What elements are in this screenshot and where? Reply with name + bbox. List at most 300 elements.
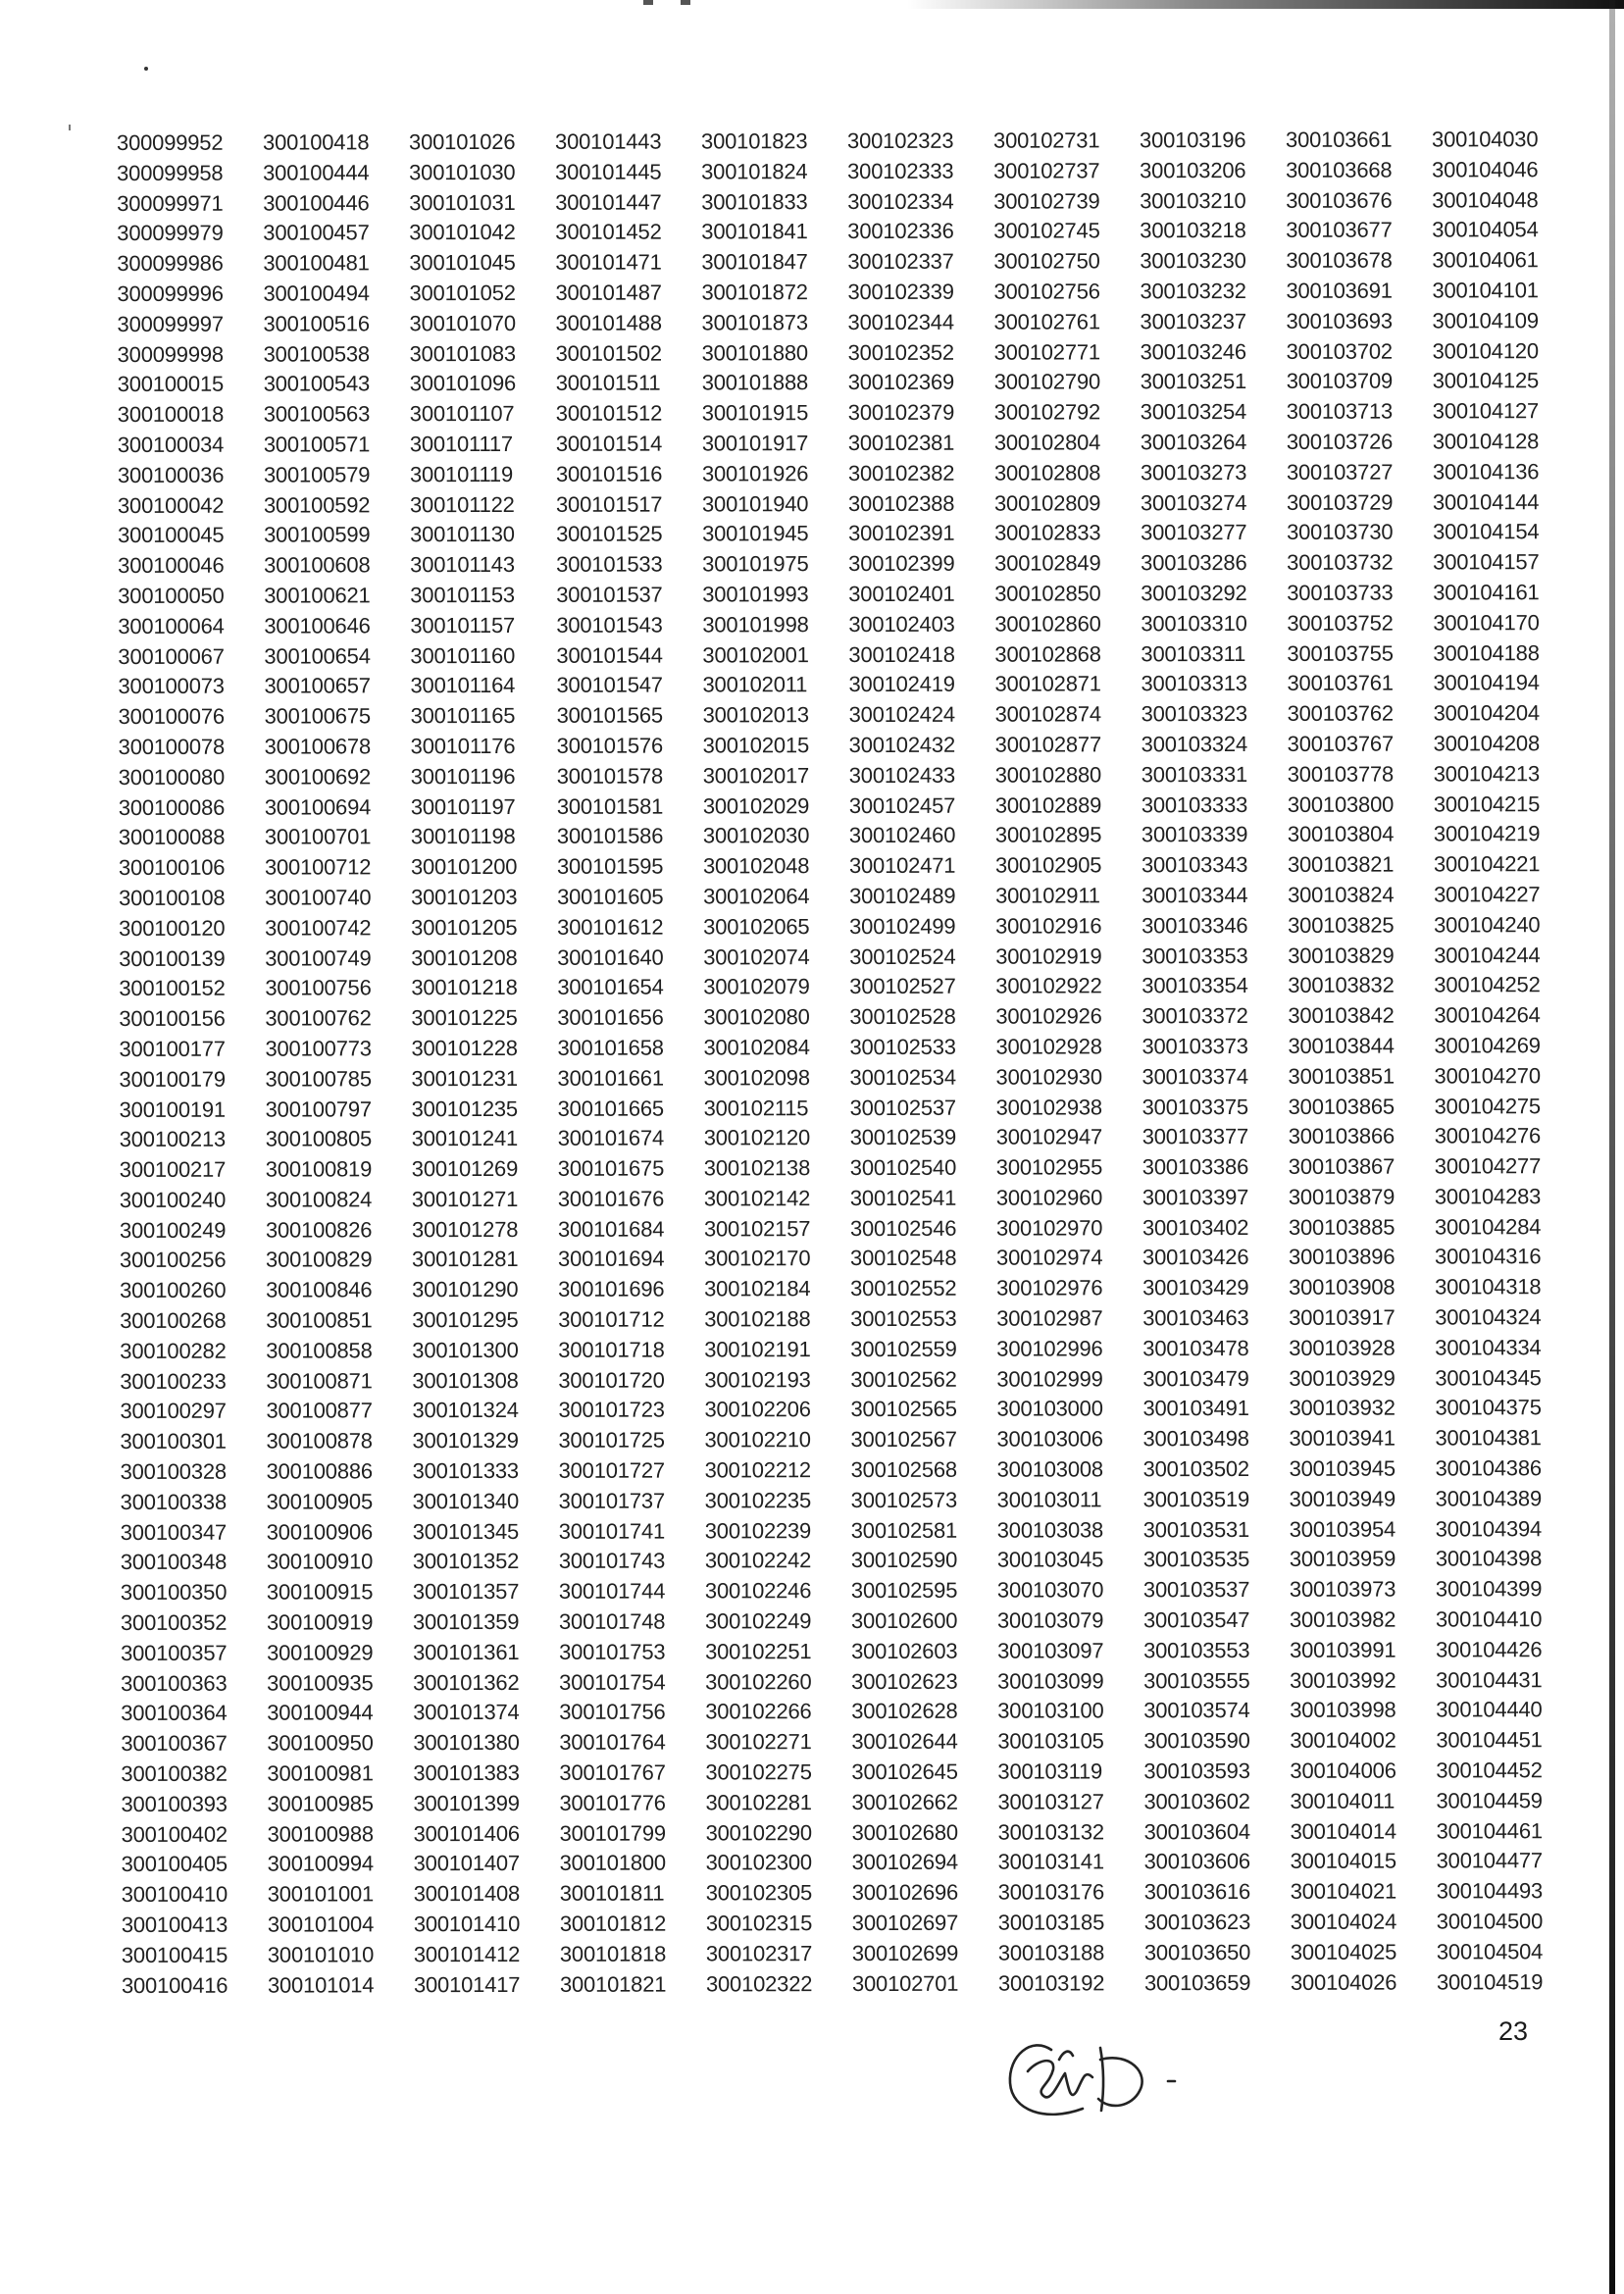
id-number-cell: 300102880 [994, 762, 1102, 788]
id-number-cell: 300102339 [847, 279, 954, 305]
id-number-cell: 300102074 [703, 943, 810, 969]
id-number-cell: 300103973 [1289, 1576, 1396, 1603]
id-number-cell: 300104170 [1433, 609, 1540, 636]
id-number-cell: 300103353 [1142, 943, 1248, 968]
id-number-cell: 300100444 [263, 160, 370, 185]
id-number-cell: 300101640 [557, 944, 664, 970]
id-number-cell: 300103374 [1142, 1063, 1248, 1089]
id-number-cell: 300104006 [1290, 1758, 1396, 1783]
id-number-cell: 300101235 [411, 1096, 518, 1121]
id-number-cell: 300100712 [264, 854, 372, 880]
id-number-cell: 300101443 [555, 128, 662, 154]
id-number-cell: 300104244 [1434, 942, 1541, 968]
id-number-cell: 300101993 [702, 582, 809, 607]
id-number-cell: 300103865 [1288, 1094, 1395, 1119]
id-number-cell: 300100213 [119, 1127, 227, 1152]
id-number-cell: 300102600 [850, 1607, 958, 1634]
id-number-cell: 300103274 [1140, 489, 1247, 515]
id-number-cell: 300102188 [704, 1306, 811, 1332]
id-number-cell: 300100878 [266, 1428, 373, 1453]
id-number-cell: 300101581 [556, 793, 664, 819]
id-number-cell: 300101533 [556, 551, 663, 577]
id-number-cell: 300102905 [994, 852, 1102, 878]
id-number-cell: 300100571 [263, 432, 371, 457]
id-number-cell: 300104334 [1435, 1335, 1542, 1360]
id-number-cell: 300099996 [117, 280, 224, 306]
id-number-cell: 300104500 [1436, 1909, 1544, 1934]
id-number-cell: 300103851 [1288, 1063, 1395, 1089]
id-number-cell: 300104054 [1432, 217, 1539, 242]
id-number-cell: 300103778 [1287, 761, 1395, 787]
id-number-cell: 300103254 [1140, 399, 1247, 425]
id-number-cell: 300101578 [556, 763, 664, 789]
id-number-cell: 300104002 [1290, 1727, 1396, 1754]
scan-top-mark [681, 0, 690, 5]
id-number-cell: 300103310 [1141, 610, 1247, 637]
id-number-cell: 300102868 [994, 640, 1101, 667]
id-number-cell: 300104136 [1432, 458, 1540, 484]
id-number-cell: 300103829 [1288, 943, 1395, 968]
id-number-cell: 300100046 [118, 552, 225, 579]
id-number-cell: 300101412 [413, 1941, 521, 1967]
id-number-cell: 300102553 [850, 1305, 957, 1332]
id-number-cell: 300104440 [1436, 1697, 1543, 1722]
id-number-cell: 300103127 [997, 1789, 1104, 1814]
id-number-cell: 300100156 [119, 1005, 226, 1032]
id-number-cell: 300101278 [411, 1216, 519, 1242]
id-number-cell: 300102590 [850, 1548, 958, 1573]
id-number-cell: 300103941 [1289, 1425, 1396, 1452]
id-number-cell: 300104519 [1436, 1968, 1544, 1995]
id-number-cell: 300103210 [1140, 187, 1246, 213]
id-number-cell: 300102974 [995, 1245, 1103, 1271]
id-number-cell: 300102987 [996, 1305, 1103, 1331]
id-number-cell: 300100282 [120, 1338, 227, 1363]
id-number-cell: 300100179 [119, 1066, 226, 1092]
id-number-cell: 300101712 [558, 1306, 665, 1332]
id-number-cell: 300100826 [265, 1217, 373, 1243]
id-number-cell: 300100563 [263, 401, 371, 427]
id-number-cell: 300103011 [996, 1487, 1102, 1512]
id-number-cell: 300103277 [1141, 520, 1247, 545]
id-number-cell: 300102029 [702, 792, 810, 818]
id-number-cell: 300101605 [557, 884, 664, 909]
id-number-cell: 300103286 [1141, 550, 1247, 576]
id-number-cell: 300101014 [267, 1971, 375, 1998]
id-number-cell: 300103676 [1286, 187, 1393, 213]
id-number-cell: 300100608 [264, 552, 371, 578]
id-number-cell: 300103879 [1288, 1184, 1396, 1209]
id-number-cell: 300102534 [849, 1064, 956, 1090]
id-number-cell: 300104227 [1434, 882, 1541, 907]
id-number-cell: 300102457 [848, 792, 956, 818]
id-number-cell: 300103045 [996, 1547, 1104, 1573]
id-number-cell: 300102281 [705, 1789, 812, 1815]
id-number-cell: 300102922 [995, 973, 1102, 998]
id-number-cell: 300101160 [410, 642, 516, 668]
id-number-cell: 300102552 [850, 1276, 957, 1301]
id-number-cell: 300100347 [120, 1519, 228, 1545]
id-number-cell: 300103479 [1142, 1365, 1249, 1391]
id-number-cell: 300103251 [1140, 369, 1247, 394]
id-number-cell: 300101514 [555, 431, 663, 456]
id-number-cell: 300101203 [411, 884, 518, 910]
id-number-cell: 300100858 [266, 1338, 373, 1363]
id-number-cell: 300100935 [267, 1669, 374, 1696]
id-number-cell: 300101684 [557, 1216, 665, 1242]
id-number-cell: 300100919 [266, 1609, 374, 1635]
id-number-cell: 300102850 [994, 581, 1101, 606]
id-number-cell: 300102919 [995, 943, 1102, 969]
id-number-cell: 300103982 [1289, 1606, 1396, 1632]
id-number-cell: 300102699 [851, 1940, 959, 1965]
id-number-cell: 300101205 [411, 914, 518, 940]
id-number-cell: 300103531 [1142, 1516, 1250, 1542]
id-number-cell: 300100080 [118, 764, 226, 790]
id-number-cell: 300104127 [1432, 398, 1540, 424]
id-number-cell: 300102565 [850, 1397, 957, 1422]
id-number-cell: 300101744 [558, 1578, 666, 1605]
id-number-cell: 300101502 [555, 340, 662, 366]
id-number-cell: 300102562 [850, 1366, 957, 1392]
id-number-cell: 300101833 [701, 188, 808, 215]
id-number-cell: 300104221 [1433, 851, 1541, 877]
id-number-cell: 300103354 [1142, 973, 1248, 998]
id-number-cell: 300104161 [1433, 580, 1540, 605]
id-number-cell: 300103917 [1289, 1304, 1396, 1330]
id-number-cell: 300101157 [410, 612, 516, 637]
id-number-cell: 300102662 [851, 1789, 958, 1814]
id-number-cell: 300101228 [411, 1035, 518, 1061]
id-number-cell: 300102756 [993, 279, 1100, 304]
id-number-cell: 300104204 [1433, 700, 1540, 726]
id-number-cell: 300103804 [1287, 821, 1395, 847]
id-number-cell: 300102212 [704, 1457, 811, 1483]
id-number-cell: 300103132 [997, 1818, 1104, 1845]
id-number-cell: 300100410 [121, 1881, 228, 1908]
id-number-cell: 300100352 [120, 1609, 228, 1636]
id-number-cell: 300101654 [557, 974, 664, 1000]
id-number-cell: 300103429 [1142, 1275, 1249, 1300]
id-number-cell: 300102249 [704, 1608, 812, 1634]
id-number-cell: 300100348 [120, 1550, 228, 1575]
id-number-cell: 300102184 [704, 1276, 811, 1301]
id-number-cell: 300100328 [120, 1458, 227, 1485]
id-number-cell: 300100481 [263, 250, 370, 276]
id-number-cell: 300101696 [558, 1276, 665, 1302]
id-number-cell: 300103237 [1140, 308, 1246, 334]
id-number-cell: 300102115 [703, 1095, 809, 1120]
id-number-cell: 300103659 [1143, 1969, 1251, 1995]
id-number-cell: 300101674 [557, 1125, 665, 1151]
id-number-cell: 300102955 [995, 1154, 1103, 1180]
id-number-cell: 300102399 [848, 550, 955, 577]
id-number-cell: 300100073 [118, 674, 225, 699]
id-number-cell: 300104270 [1434, 1062, 1541, 1089]
id-number-cell: 300103733 [1287, 580, 1394, 605]
id-number-cell: 300104459 [1436, 1788, 1543, 1813]
id-number-cell: 300101917 [701, 431, 809, 456]
id-number-cell: 300101471 [555, 249, 662, 276]
id-number-cell: 300102524 [849, 943, 956, 969]
id-number-cell: 300099986 [117, 250, 224, 277]
id-number-cell: 300100177 [119, 1036, 226, 1061]
id-number-cell: 300101725 [558, 1427, 665, 1453]
id-number-cell: 300102930 [995, 1064, 1102, 1090]
id-number-cell: 300102381 [847, 430, 955, 456]
id-number-cell: 300102737 [993, 158, 1100, 183]
id-number-cell: 300101324 [412, 1398, 519, 1423]
id-number-cell: 300102084 [703, 1035, 810, 1060]
id-number-cell: 300103176 [997, 1879, 1105, 1905]
id-number-cell: 300102193 [704, 1366, 811, 1393]
id-number-cell: 300104025 [1290, 1939, 1397, 1964]
scan-right-edge-artifact [1609, 0, 1615, 2294]
id-number-cell: 300101756 [559, 1699, 666, 1725]
id-number-cell: 300103339 [1141, 822, 1248, 847]
id-number-cell: 300100106 [118, 854, 226, 881]
id-number-cell: 300100906 [266, 1518, 374, 1545]
id-number-cell: 300104284 [1434, 1213, 1542, 1240]
id-number-cell: 300104030 [1432, 127, 1539, 152]
id-number-cell: 300104154 [1433, 519, 1540, 544]
id-number-cell: 300102210 [704, 1427, 811, 1453]
id-number-cell: 300100988 [267, 1820, 374, 1847]
id-number-cell: 300099971 [117, 190, 224, 216]
id-number-cell: 300104125 [1432, 368, 1540, 393]
id-number-cell: 300101565 [556, 702, 663, 728]
page-number: 23 [1498, 2016, 1529, 2046]
id-number-cell: 300101359 [412, 1608, 520, 1635]
id-number-cell: 300101544 [556, 642, 663, 668]
id-number-cell: 300102260 [705, 1668, 812, 1695]
id-number-cell: 300104452 [1436, 1758, 1543, 1783]
id-number-cell: 300101329 [412, 1428, 519, 1453]
id-number-cell: 300103097 [997, 1638, 1104, 1663]
id-number-cell: 300102928 [995, 1034, 1102, 1059]
id-number-cell: 300100579 [263, 462, 371, 487]
id-number-cell: 300101399 [413, 1790, 520, 1816]
id-number-cell: 300102080 [703, 1004, 810, 1030]
id-number-cell: 300103038 [996, 1517, 1104, 1543]
id-number-cell: 300100829 [265, 1247, 373, 1273]
id-number-cell: 300101741 [558, 1518, 666, 1544]
id-number-cell: 300104157 [1433, 549, 1540, 575]
id-number-cell: 300102157 [703, 1215, 811, 1242]
id-number-cell: 300102540 [849, 1154, 957, 1181]
id-number-cell: 300100929 [267, 1640, 374, 1665]
id-number-cell: 300102065 [703, 913, 810, 940]
id-number-cell: 300103331 [1141, 761, 1248, 788]
scan-speck [144, 67, 148, 71]
id-number-cell: 300100592 [263, 491, 371, 518]
id-number-cell: 300104109 [1432, 307, 1539, 333]
id-number-cell: 300103945 [1289, 1455, 1396, 1481]
id-number-cell: 300100363 [121, 1670, 228, 1696]
id-number-cell: 300102419 [848, 672, 955, 697]
id-number-cell: 300103264 [1140, 429, 1247, 455]
id-number-cell: 300100994 [267, 1851, 374, 1877]
id-number-cell: 300102079 [703, 974, 810, 999]
id-number-cell: 300102388 [847, 490, 955, 516]
id-number-cell: 300103333 [1141, 791, 1248, 817]
id-number-cell: 300102401 [848, 581, 955, 607]
id-number-cell: 300101052 [409, 280, 516, 306]
id-number-cell: 300103000 [996, 1396, 1103, 1422]
id-number-cell: 300102433 [848, 762, 956, 788]
id-number-cell: 300101026 [409, 128, 516, 155]
id-number-cell: 300101225 [411, 1005, 518, 1031]
id-number-cell: 300100015 [117, 372, 225, 397]
id-number-cell: 300100120 [119, 915, 226, 941]
id-number-cell: 300101586 [556, 823, 664, 849]
id-number-cell: 300102970 [995, 1215, 1103, 1241]
id-number-cell: 300104021 [1290, 1878, 1397, 1905]
id-number-cell: 300104194 [1433, 670, 1540, 695]
id-number-cell: 300103908 [1289, 1274, 1396, 1300]
id-number-cell: 300101543 [556, 612, 663, 637]
id-number-cell: 300100418 [263, 129, 370, 155]
id-number-cell: 300102849 [994, 550, 1101, 576]
id-number-cell: 300101676 [557, 1186, 665, 1211]
id-number-cell: 300102239 [704, 1517, 812, 1544]
id-number-cell: 300100877 [266, 1398, 373, 1424]
id-number-cell: 300101096 [409, 371, 517, 396]
id-number-cell: 300103732 [1287, 549, 1394, 576]
id-number-cell: 300101345 [412, 1518, 520, 1544]
id-number-cell: 300100050 [118, 583, 225, 608]
id-number-cell: 300101812 [559, 1911, 667, 1936]
id-number-cell: 300101723 [558, 1398, 665, 1423]
id-number-cell: 300100985 [267, 1791, 374, 1816]
id-number-cell: 300102871 [994, 671, 1101, 697]
id-number-cell: 300101873 [701, 309, 808, 335]
id-number-cell: 300102750 [993, 248, 1100, 274]
id-number-cell: 300103867 [1288, 1153, 1396, 1179]
id-number-cell: 300103844 [1288, 1033, 1395, 1058]
id-number-cell: 300100756 [265, 975, 372, 1000]
id-number-cell: 300101340 [412, 1488, 520, 1514]
id-number-cell: 300100797 [265, 1096, 372, 1122]
id-number-cell: 300104324 [1435, 1304, 1542, 1330]
id-number-cell: 300103218 [1140, 218, 1246, 243]
id-number-cell: 300100851 [266, 1307, 373, 1333]
id-number-cell: 300104426 [1436, 1637, 1543, 1662]
id-number-cell: 300104061 [1432, 247, 1539, 273]
id-number-cell: 300102471 [848, 852, 956, 879]
id-number-cell: 300104208 [1433, 731, 1541, 756]
id-number-cell: 300101083 [409, 340, 516, 366]
id-number-cell: 300102333 [847, 158, 954, 183]
id-number-cell: 300102771 [993, 338, 1100, 365]
id-number-cell: 300103677 [1286, 217, 1393, 243]
id-number-cell: 300101975 [702, 551, 809, 577]
id-number-cell: 300102337 [847, 248, 954, 275]
id-number-cell: 300100139 [119, 945, 226, 971]
id-number-cell: 300103344 [1142, 882, 1248, 908]
id-number-cell: 300101516 [555, 461, 663, 486]
id-number-cell: 300102537 [849, 1095, 956, 1120]
id-number-cell: 300103762 [1287, 700, 1394, 727]
id-number-cell: 300100740 [265, 885, 372, 910]
id-number-cell: 300102275 [705, 1759, 812, 1785]
id-number-cell: 300104024 [1290, 1909, 1397, 1934]
id-number-cell: 300101776 [559, 1790, 666, 1815]
id-number-cell: 300102541 [849, 1185, 957, 1210]
id-number-cell: 300103555 [1143, 1667, 1250, 1693]
id-number-cell: 300100446 [263, 189, 370, 216]
id-number-cell: 300102266 [705, 1699, 812, 1724]
id-number-cell: 300100742 [265, 915, 372, 941]
id-number-cell: 300103821 [1287, 851, 1395, 878]
id-number-cell: 300099979 [117, 221, 224, 246]
id-number-cell: 300103959 [1289, 1547, 1396, 1572]
id-number-cell: 300100819 [265, 1156, 373, 1182]
id-number-cell: 300102432 [848, 732, 956, 757]
id-number-cell: 300104046 [1432, 157, 1539, 182]
id-number-cell: 300102548 [849, 1246, 957, 1271]
id-number-cell: 300101122 [409, 491, 515, 517]
id-number-cell: 300103099 [997, 1668, 1104, 1694]
id-number-cell: 300102206 [704, 1397, 811, 1422]
id-number-cell: 300102527 [849, 974, 956, 999]
id-number-cell: 300104318 [1435, 1274, 1542, 1300]
id-number-cell: 300104316 [1434, 1244, 1542, 1269]
id-number-cell: 300104048 [1432, 186, 1539, 213]
id-number-cell: 300104101 [1432, 278, 1539, 303]
id-number-cell: 300103343 [1141, 852, 1248, 878]
id-number-cell: 300104399 [1435, 1576, 1543, 1602]
id-number-cell: 300101512 [555, 400, 663, 427]
id-number-cell: 300103755 [1287, 640, 1394, 666]
id-number-cell: 300101117 [409, 431, 513, 457]
id-number-cell: 300104011 [1290, 1788, 1396, 1813]
id-number-cell: 300103693 [1286, 308, 1393, 333]
id-number-cell: 300101445 [555, 159, 662, 184]
id-number-cell: 300100805 [265, 1126, 373, 1151]
id-number-cell: 300101661 [557, 1065, 664, 1091]
id-number-cell: 300102911 [995, 883, 1100, 908]
id-number-cell: 300102142 [703, 1186, 811, 1211]
id-number-cell: 300103885 [1288, 1214, 1396, 1240]
id-number-cell: 300103100 [997, 1698, 1104, 1724]
id-number-cell: 300103992 [1290, 1667, 1396, 1693]
id-number-cell: 300103991 [1290, 1637, 1396, 1662]
id-number-cell: 300102877 [994, 732, 1102, 757]
id-number-cell: 300104375 [1435, 1395, 1542, 1420]
id-number-cell: 300101447 [555, 189, 662, 215]
id-number-cell: 300103866 [1288, 1123, 1396, 1149]
id-number-cell: 300101357 [412, 1579, 520, 1605]
id-number-cell: 300102235 [704, 1488, 812, 1513]
id-number-cell: 300103463 [1142, 1305, 1249, 1331]
id-number-cell: 300101727 [558, 1457, 665, 1483]
id-number-cell: 300101352 [412, 1549, 520, 1574]
id-number-cell: 300102874 [994, 701, 1101, 727]
id-number-cell: 300103752 [1287, 610, 1394, 636]
id-number-cell: 300104252 [1434, 972, 1541, 997]
id-number-cell: 300102926 [995, 1003, 1102, 1029]
id-number-cell: 300102539 [849, 1125, 957, 1150]
id-number-cell: 300102567 [850, 1427, 957, 1453]
id-number-cell: 300103105 [997, 1728, 1104, 1754]
id-number-cell: 300102999 [996, 1366, 1103, 1392]
id-number-cell: 300100405 [121, 1852, 228, 1877]
id-number-cell: 300101743 [558, 1548, 666, 1574]
id-number-cell: 300103498 [1142, 1426, 1249, 1452]
id-number-cell: 300104213 [1433, 760, 1541, 787]
id-number-cell: 300100915 [266, 1579, 374, 1605]
